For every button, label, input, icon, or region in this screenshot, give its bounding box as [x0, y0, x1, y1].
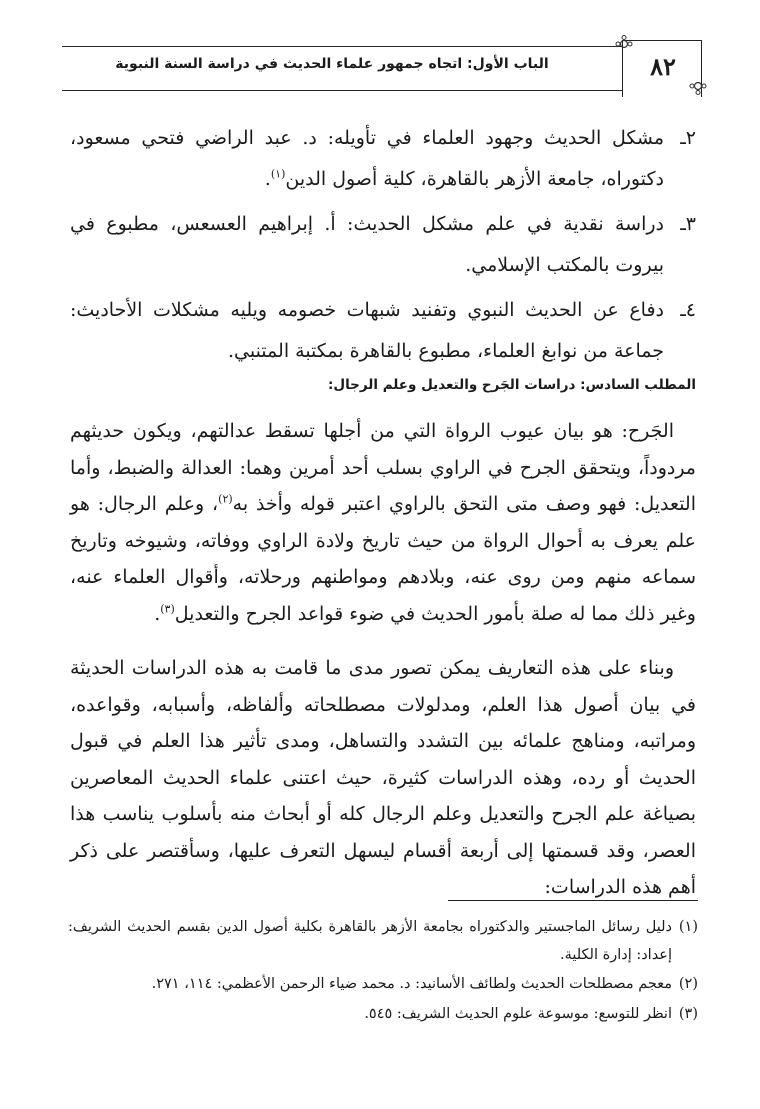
- running-head: الباب الأول: اتجاه جمهور علماء الحديث في دراسة السنة النبوية: [115, 56, 549, 72]
- list-number: ٢ـ: [680, 127, 696, 149]
- footnote-ref[interactable]: (١): [270, 167, 286, 181]
- list-item: [70, 290, 696, 372]
- page-number: ٨٢: [650, 52, 676, 81]
- header-rule: [62, 46, 702, 47]
- list-text: دفاع عن الحديث النبوي وتفنيد شبهات خصومه ويليه مشكلات الأحاديث: جماعة من نوابغ العلماء، مطبوع بالقاهرة بمكتبة المتنبي.: [70, 299, 664, 362]
- footnote-ref[interactable]: (٣): [160, 602, 175, 616]
- list-number: ٤ـ: [680, 299, 696, 321]
- footnote-text: انظر للتوسع: موسوعة علوم الحديث الشريف: ٥٤٥.: [364, 1005, 672, 1022]
- footnote: [68, 914, 698, 969]
- footnotes: [68, 914, 698, 1030]
- footnote: [68, 971, 698, 999]
- numbered-list: [70, 118, 696, 376]
- footnote-text: دليل رسائل الماجستير والدكتوراه بجامعة الأزهر بالقاهرة بكلية أصول الدين بقسم الحديث الشريف: إعداد: إدارة الكلية.: [68, 919, 672, 963]
- paragraph: وبناء على هذه التعاريف يمكن تصور مدى ما قامت به هذه الدراسات الحديثة في بيان أصول هذا العلم، ومدلولات مصطلحاته وألفاظه، وأسبابه، وقواعده، ومراتبه، ومناهج علمائه بين التشدد والتساهل، ومدى تأثير هذا العلم في قبول الحديث أو رده، وهذه الدراسات كثيرة، حيث اعتنى علماء الحديث المعاصرين بصياغة علم الجرح والتعديل وعلم الرجال كله أو أبحاث منه بأسلوب يناسب هذا العصر، وقد قسمتها إلى أربعة أقسام ليسهل التعرف عليها، وسأقتصر على ذكر أهم هذه الدراسات:: [70, 657, 696, 898]
- list-text: مشكل الحديث وجهود العلماء في تأويله: د. عبد الراضي فتحي مسعود، دكتوراه، جامعة الأزهر بالقاهرة، كلية أصول الدين: [70, 127, 664, 190]
- footnote-number: (٢): [678, 976, 698, 992]
- footnote-separator: [448, 900, 698, 901]
- footnote-number: (١): [678, 919, 698, 935]
- list-text: دراسة نقدية في علم مشكل الحديث: أ. إبراهيم العسعس، مطبوع في بيروت بالمكتب الإسلامي.: [70, 213, 664, 276]
- floral-ornament-icon: [614, 34, 634, 54]
- page-header: [62, 38, 702, 96]
- header-rule: [62, 90, 702, 91]
- floral-ornament-icon: [688, 76, 708, 96]
- footnote-text: معجم مصطلحات الحديث ولطائف الأسانيد: د. محمد ضياء الرحمن الأعظمي: ١١٤، ٢٧١.: [151, 976, 672, 992]
- list-item: [70, 204, 696, 286]
- list-item: ٢ـ مشكل الحديث وجهود العلماء في تأويله: د. عبد الراضي فتحي مسعود، دكتوراه، جامعة الأزهر بالقاهرة، كلية أصول الدين$^{(١)}$.: [70, 118, 696, 200]
- footnote: [68, 1001, 698, 1029]
- footnote-ref[interactable]: (٢): [218, 492, 233, 506]
- list-number: ٣ـ: [680, 213, 696, 235]
- footnote-number: (٣): [678, 1005, 698, 1022]
- paragraph: الجَرح: هو بيان عيوب الرواة التي من أجلها تسقط عدالتهم، ويكون حديثهم مردوداً، ويتحقق الجرح في الراوي بسلب أحد أمرين وهما: العدالة والضبط، وأما التعديل: فهو وصف متى التحق بالراوي اعتبر قوله وأخذ به$^{(٢)}$، وعلم الرجال: هو علم يعرف به أحوال الرواة من حيث تاريخ ولادة الراوي ووفاته، وشيوخه وتاريخ سماعه منهم ومن روى عنه، وبلادهم ومواطنهم ورحلاته، وأقوال العلماء عنه، وغير ذلك مما له صلة بأمور الحديث في ضوء قواعد الجرح والتعديل$^{(٣)}$.: [70, 420, 696, 625]
- section-heading: المطلب السادس: دراسات الجَرح والتعديل وعلم الرجال:: [327, 377, 696, 393]
